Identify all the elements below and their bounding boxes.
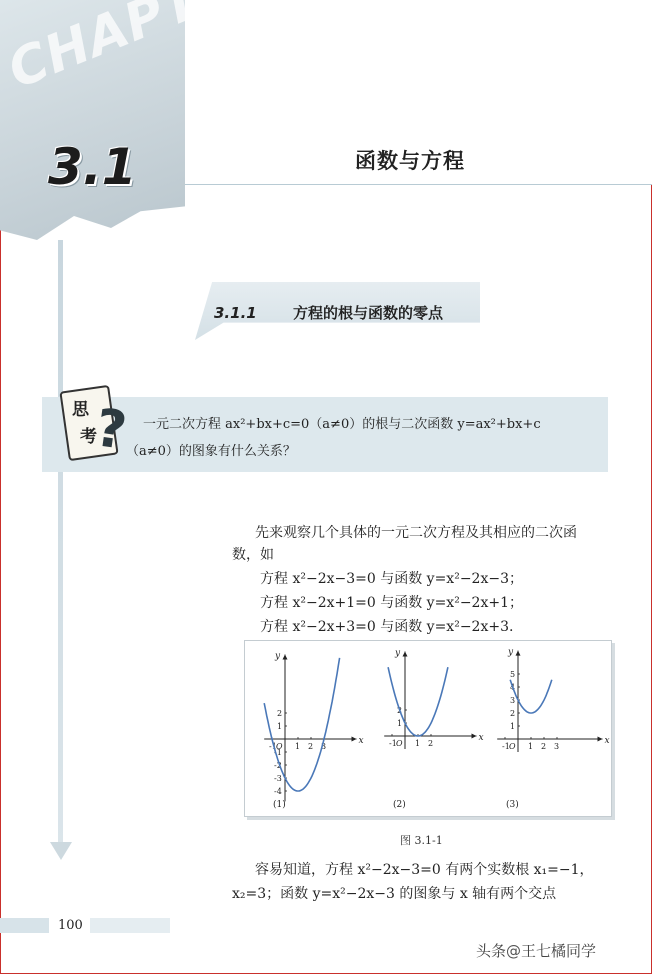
x-axis-arrow-icon (598, 737, 603, 742)
x-axis-label: x (478, 733, 484, 743)
think-badge-char-2: 考 (80, 427, 97, 447)
equation-2: 方程 x²−2x+1=0 与函数 y=x²−2x+1； (260, 595, 523, 611)
y-axis-arrow-icon (403, 652, 408, 657)
subsection-title: 方程的根与函数的零点 (293, 304, 444, 322)
section-title: 函数与方程 (355, 149, 465, 173)
y-tick-label: -2 (274, 761, 282, 770)
y-tick-label: 1 (510, 722, 516, 731)
y-tick-label: -4 (274, 787, 282, 796)
intro-line-2: 数，如 (232, 547, 274, 563)
source-watermark (476, 940, 596, 961)
y-axis-label: y (395, 648, 401, 659)
question-mark-icon: ? (91, 398, 131, 462)
watermark-prefix: 头条 (476, 942, 507, 960)
x-tick-label: 1 (415, 739, 421, 748)
panel-label: (1) (273, 800, 286, 810)
section-number: 3.1 (48, 138, 137, 196)
x-tick-label: -1 (502, 742, 510, 751)
y-tick-label: 4 (510, 683, 516, 692)
header-divider (185, 184, 652, 185)
panel-label: (2) (393, 800, 406, 810)
x-tick-label: 2 (308, 742, 314, 751)
x-axis-label: x (604, 736, 610, 746)
rail-arrow-icon (50, 842, 72, 860)
x-tick-label: 1 (528, 742, 534, 751)
x-tick-label: O (276, 742, 283, 751)
page-number: 100 (58, 918, 83, 933)
subsection-number: 3.1.1 (214, 304, 257, 322)
x-axis-arrow-icon (352, 737, 357, 742)
y-tick-label: 2 (397, 706, 403, 715)
x-tick-label: 3 (554, 742, 560, 751)
figure-panels (244, 640, 612, 817)
parabola-curve (510, 680, 552, 713)
watermark-name: 王七橘同学 (521, 942, 597, 960)
x-tick-label: 2 (428, 739, 434, 748)
y-tick-label: 1 (277, 722, 283, 731)
footer-bar-2 (90, 918, 170, 933)
think-question-line-2: （a≠0）的图象有什么关系？ (126, 444, 296, 459)
x-tick-label: 1 (295, 742, 301, 751)
x-tick-label: -1 (269, 742, 277, 751)
footer-bar (0, 918, 49, 933)
y-tick-label: 2 (277, 709, 283, 718)
figure-caption: 图 3.1-1 (400, 834, 443, 847)
y-tick-label: 2 (510, 709, 516, 718)
conclusion-line-2: x₂=3；函数 y=x²−2x−3 的图象与 x 轴有两个交点 (232, 886, 557, 902)
x-tick-label: O (396, 739, 403, 748)
x-axis-arrow-icon (472, 734, 477, 739)
x-tick-label: O (509, 742, 516, 751)
left-rail (58, 240, 63, 845)
y-axis-label: y (508, 647, 514, 658)
chapter-watermark: CHAPTER (0, 0, 281, 101)
equation-1: 方程 x²−2x−3=0 与函数 y=x²−2x−3； (260, 571, 523, 587)
panel-label: (3) (506, 800, 519, 810)
y-tick-label: -3 (274, 774, 282, 783)
think-question-line-1: 一元二次方程 ax²+bx+c=0（a≠0）的根与二次函数 y=ax²+bx+c (143, 417, 541, 432)
figure-svg (245, 641, 611, 816)
y-tick-label: -1 (274, 748, 282, 757)
y-tick-label: 3 (510, 696, 516, 705)
parabola-curve (264, 658, 339, 791)
y-tick-label: 1 (397, 719, 403, 728)
y-axis-arrow-icon (516, 651, 521, 656)
x-tick-label: 2 (541, 742, 547, 751)
think-badge-char-1: 思 (72, 400, 89, 420)
y-axis-label: y (275, 651, 281, 662)
watermark-at: @ (506, 942, 522, 960)
x-tick-label: 3 (321, 742, 327, 751)
x-tick-label: -1 (389, 739, 397, 748)
y-axis-arrow-icon (283, 655, 288, 660)
conclusion-line-1: 容易知道，方程 x²−2x−3=0 有两个实数根 x₁=−1， (255, 862, 594, 878)
y-tick-label: 5 (510, 670, 516, 679)
intro-line-1: 先来观察几个具体的一元二次方程及其相应的二次函 (255, 525, 577, 541)
equation-3: 方程 x²−2x+3=0 与函数 y=x²−2x+3. (260, 619, 514, 635)
x-axis-label: x (358, 736, 364, 746)
